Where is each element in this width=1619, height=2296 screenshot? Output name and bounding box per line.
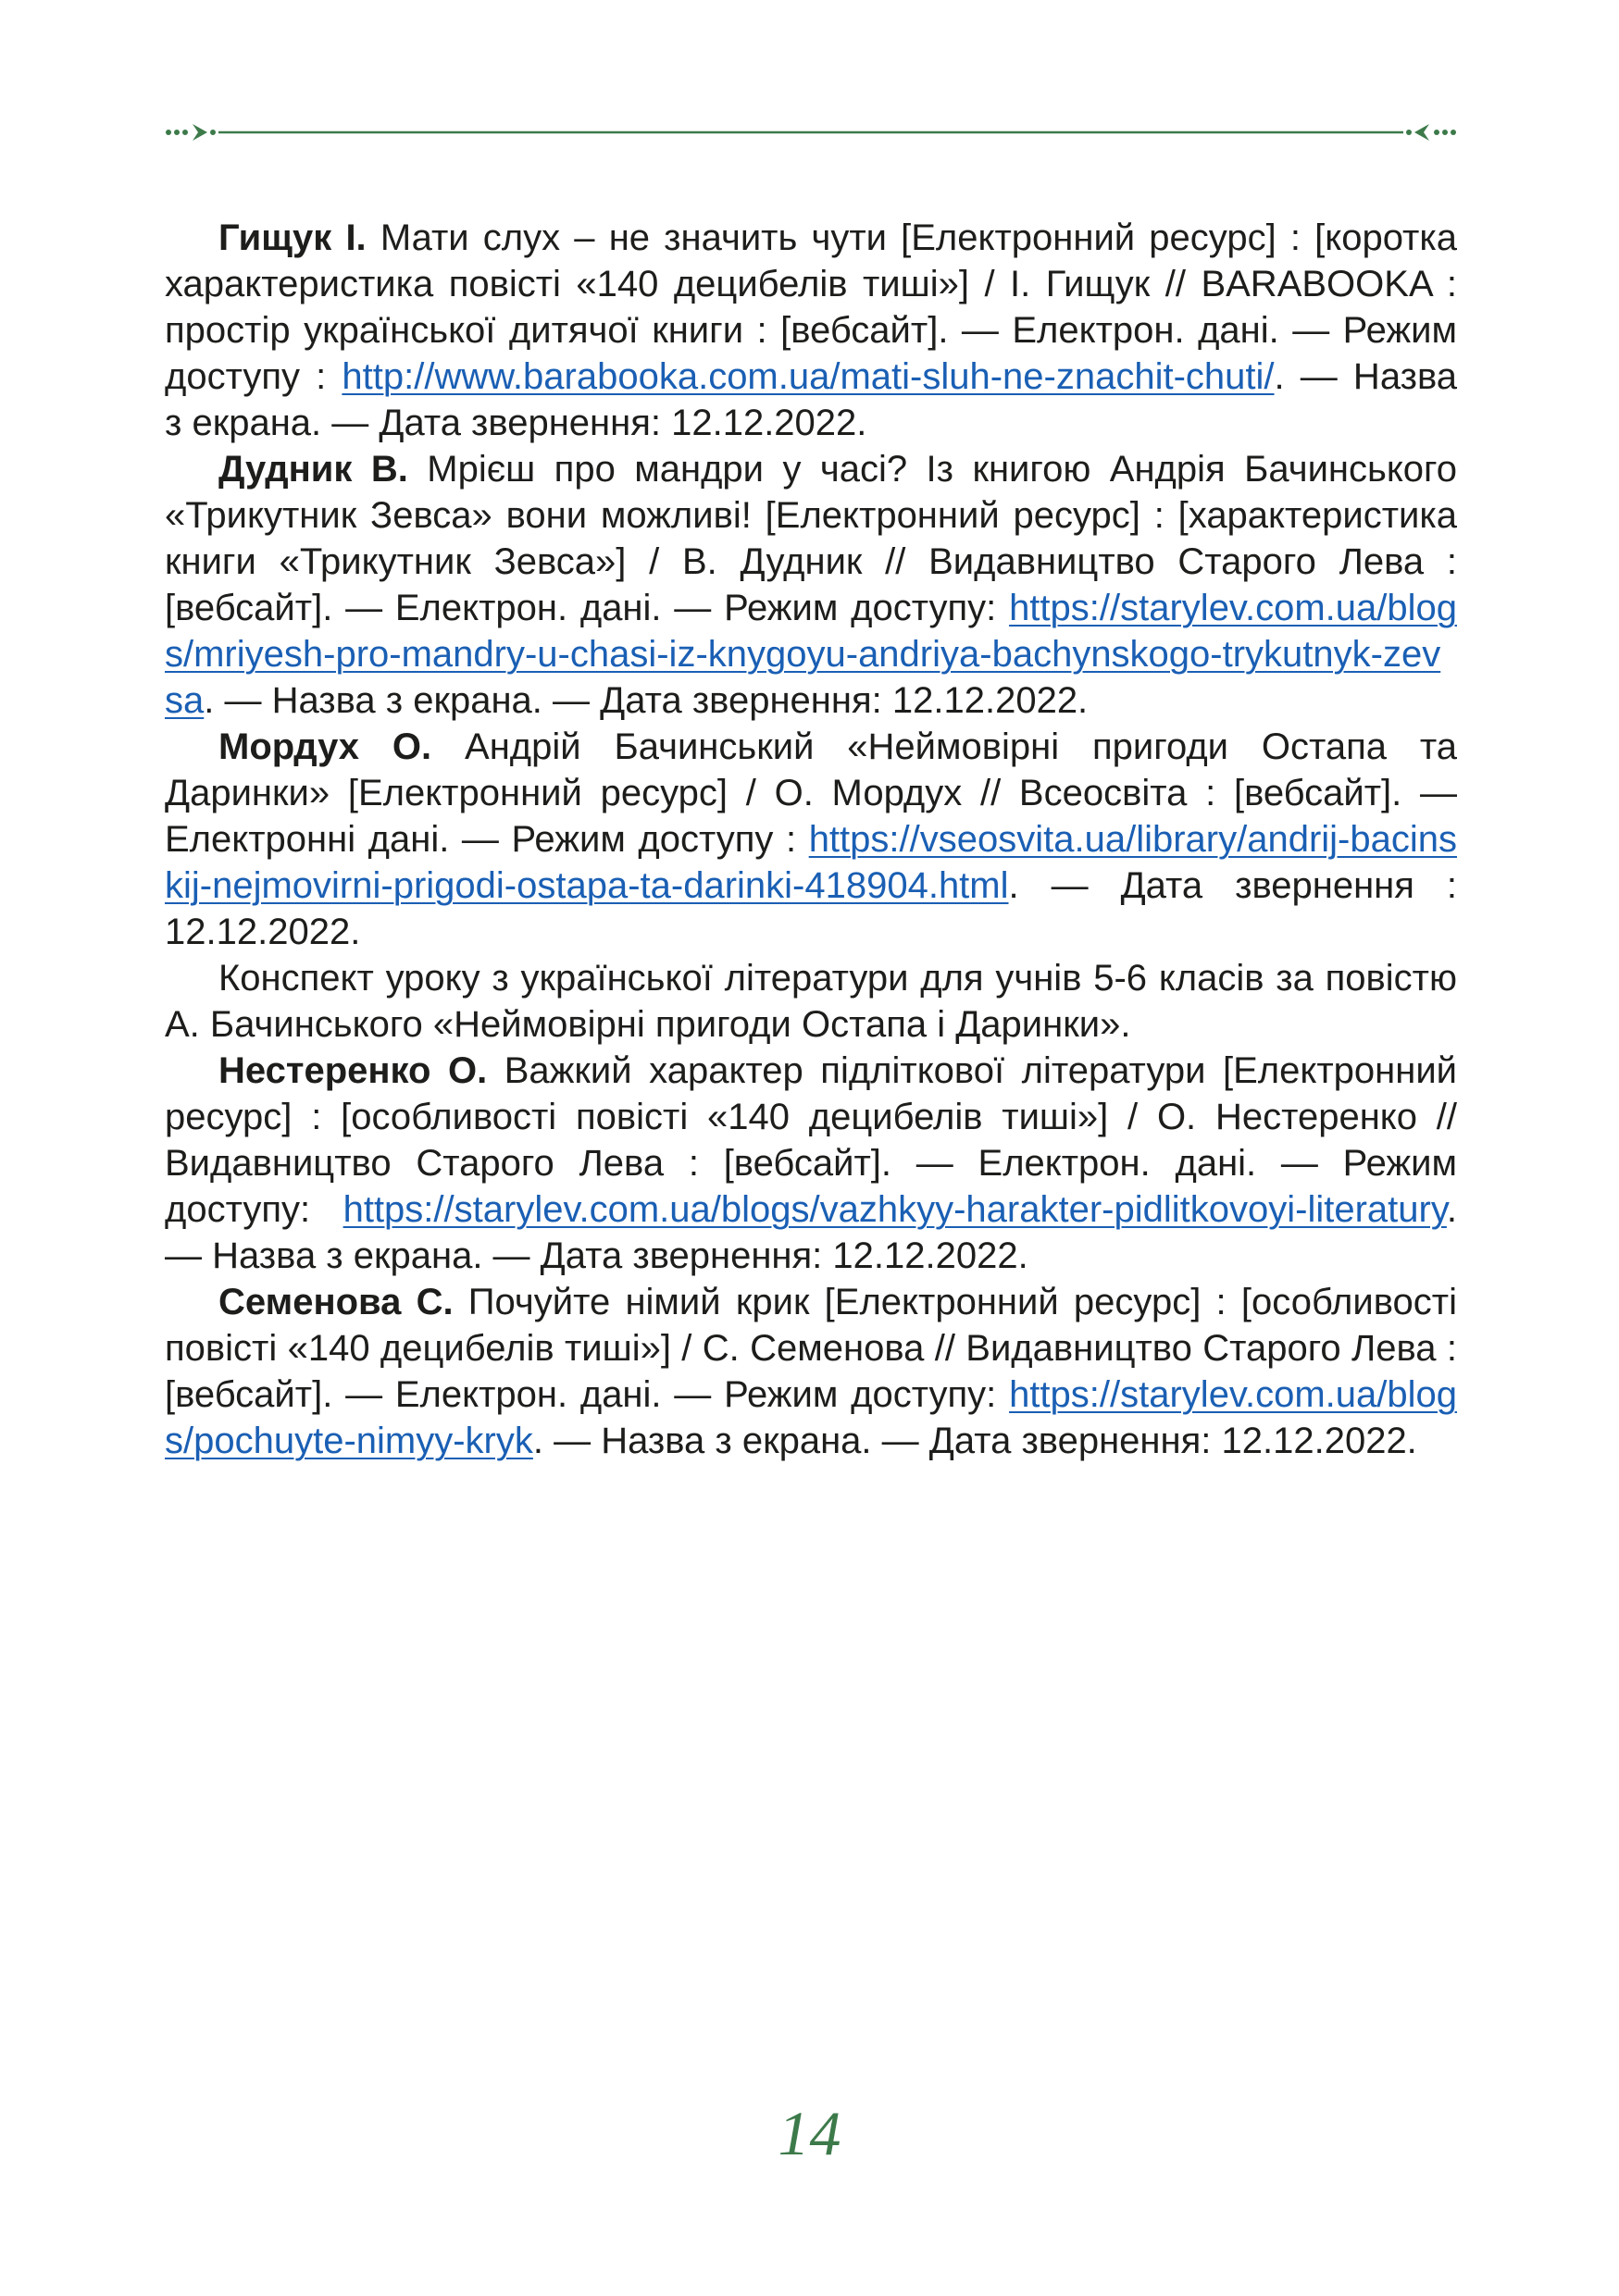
entry-text: Почуйте німий крик [Електронний ресурс] : [особливості повісті «140 децибелів тиші»] / С. Семенова // Видавництво Старого Лева : [вебсайт]. — Електрон. дані. — Режим доступу: bbox=[165, 1282, 1457, 1415]
entry-text: Мрієш про мандри у часі? Із книгою Андрія Бачинського «Трикутник Зевса» вони можливі! [Електронний ресурс] : [характеристика книги «Трикутник Зевса»] / В. Дудник // Видавництво Старого Лева : [вебсайт]. — Електрон. дані. — Режим доступу: bbox=[165, 449, 1457, 628]
entry-text-after: . — Назва з екрана. — Дата звернення: 12.12.2022. bbox=[204, 680, 1089, 721]
bibliography-entry bbox=[165, 1048, 1457, 1279]
entry-link[interactable]: https://vseosvita.ua/library/andrij-bacinskij-nejmovirni-prigodi-ostapa-ta-darinki-418904.html bbox=[165, 819, 1457, 906]
entry-text: Мати слух – не значить чути [Електронний ресурс] : [коротка характеристика повісті «140 децибелів тиші»] / І. Гищук // BARABOOKA : простір української дитячої книги : [вебсайт]. — Електрон. дані. — Режим доступу : bbox=[165, 217, 1458, 397]
entry-link[interactable]: https://starylev.com.ua/blogs/vazhkyy-harakter-pidlitkovoyi-literatury bbox=[342, 1189, 1447, 1230]
entry-text: Андрій Бачинський «Неймовірні пригоди Остапа та Даринки» [Електронний ресурс] / О. Мордух // Всеосвіта : [вебсайт]. — Електронні дані. — Режим доступу : bbox=[165, 726, 1458, 860]
bibliography-entry bbox=[165, 955, 1457, 1048]
arrow-ornament-right-icon bbox=[166, 124, 216, 141]
bibliography-list bbox=[165, 215, 1457, 1464]
entry-author: Гищук І. bbox=[218, 217, 367, 258]
page-number: 14 bbox=[778, 2098, 841, 2168]
entry-author: Нестеренко О. bbox=[218, 1050, 488, 1091]
entry-author: Семенова С. bbox=[218, 1282, 454, 1322]
entry-link[interactable]: http://www.barabooka.com.ua/mati-sluh-ne-znachit-chuti/ bbox=[342, 356, 1275, 397]
bibliography-entry bbox=[165, 446, 1457, 724]
entry-author: Дудник В. bbox=[218, 449, 408, 490]
entry-link[interactable]: https://starylev.com.ua/blogs/pochuyte-nimyy-kryk bbox=[165, 1374, 1457, 1461]
entry-text-after: . — Назва з екрана. — Дата звернення: 12.12.2022. bbox=[165, 1189, 1457, 1276]
header-ornament-rule bbox=[165, 118, 1457, 146]
entry-author: Мордух О. bbox=[218, 726, 432, 767]
entry-text: Важкий характер підліткової літератури [Електронний ресурс] : [особливості повісті «140 децибелів тиші»] / О. Нестеренко // Видавництво Старого Лева : [вебсайт]. — Електрон. дані. — Режим доступу: bbox=[165, 1050, 1458, 1230]
entry-text-after: . — Назва з екрана. — Дата звернення: 12.12.2022. bbox=[532, 1421, 1417, 1461]
bibliography-entry bbox=[165, 215, 1457, 446]
entry-text-after: . — Дата звернення : 12.12.2022. bbox=[165, 865, 1457, 952]
bibliography-entry bbox=[165, 724, 1457, 955]
arrow-ornament-left-icon bbox=[1406, 124, 1456, 141]
entry-link[interactable]: https://starylev.com.ua/blogs/mriyesh-pro-mandry-u-chasi-iz-knygoyu-andriya-bachynskogo-trykutnyk-zevsa bbox=[165, 588, 1457, 721]
entry-text: Конспект уроку з української літератури для учнів 5-6 класів за повістю А. Бачинського «Неймовірні пригоди Остапа і Даринки». bbox=[165, 958, 1457, 1045]
bibliography-entry bbox=[165, 1279, 1457, 1464]
entry-text-after: . — Назва з екрана. — Дата звернення: 12.12.2022. bbox=[165, 356, 1457, 443]
